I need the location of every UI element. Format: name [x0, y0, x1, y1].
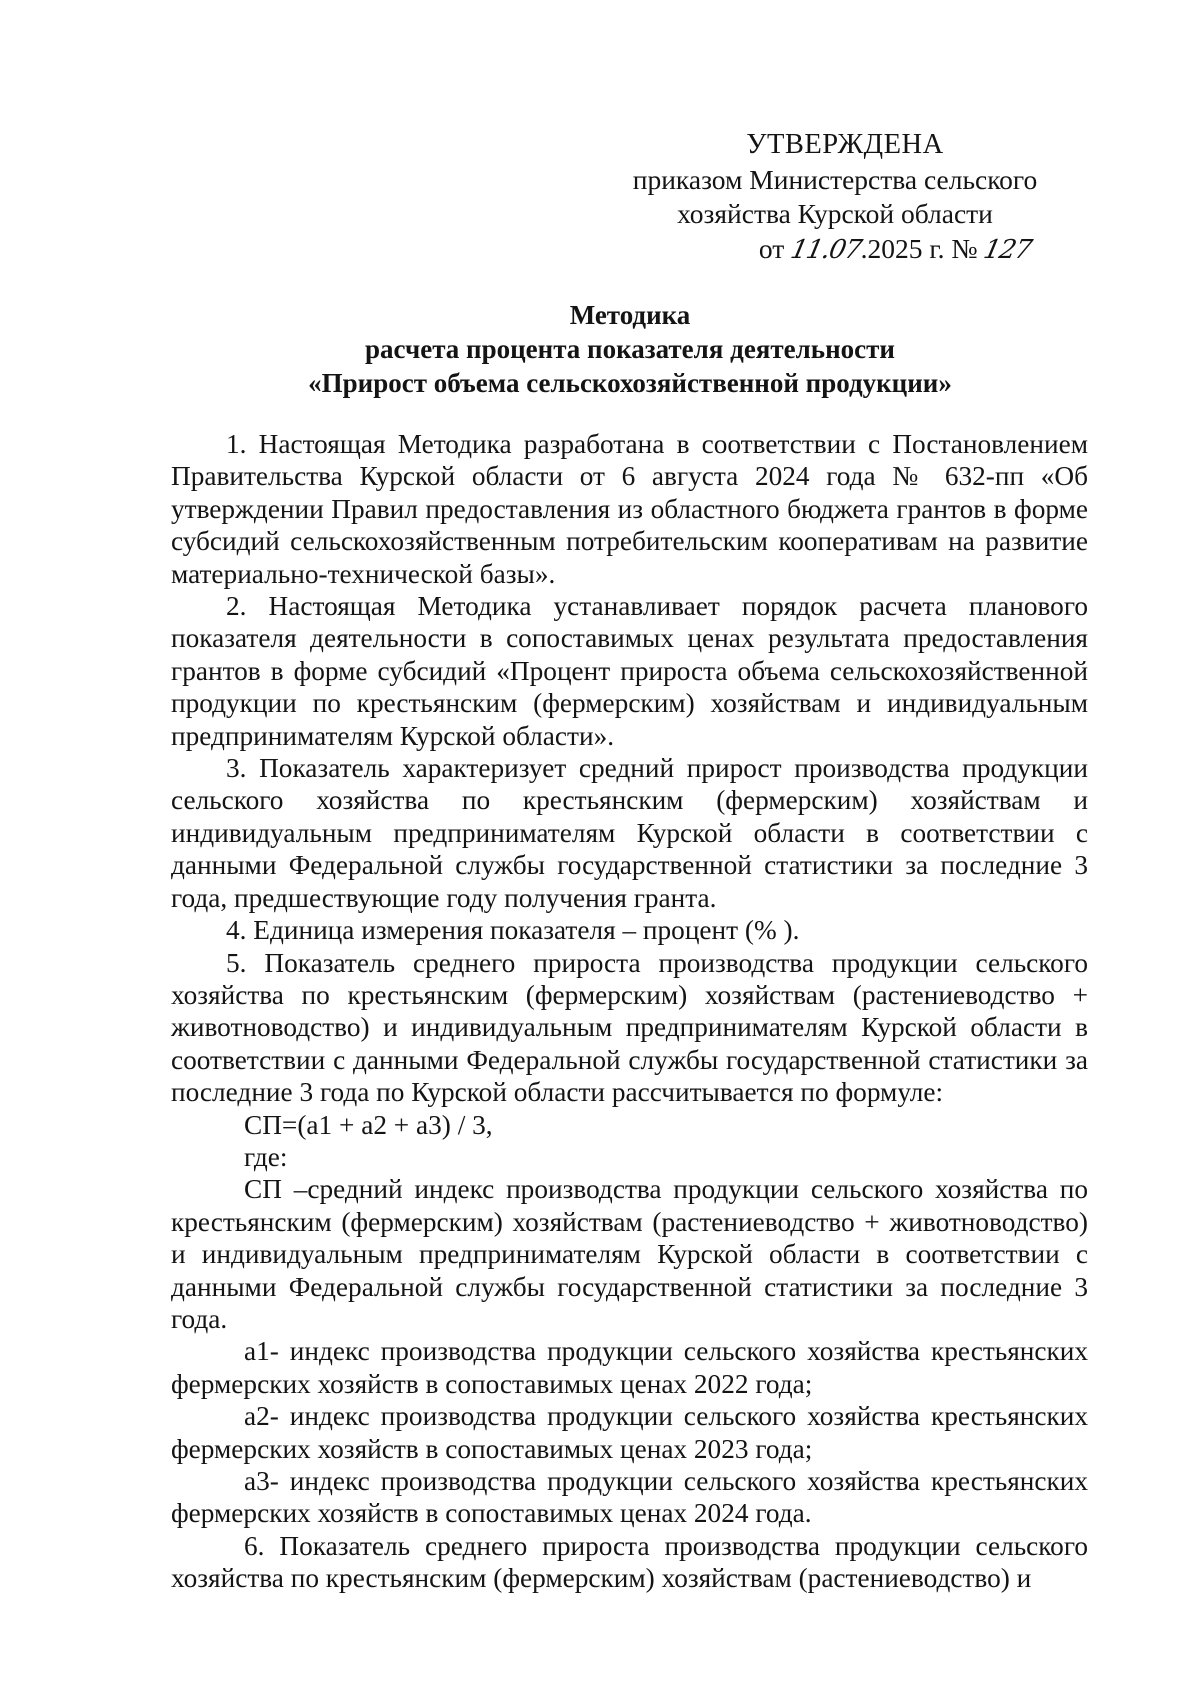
handwritten-number: 127 — [981, 234, 1035, 265]
approval-date-line — [600, 232, 1070, 268]
approval-stamp: УТВЕРЖДЕНА — [746, 129, 944, 160]
where-label: где: — [244, 1141, 288, 1172]
sp-definition: СП –средний индекс производства продукции сельского хозяйства по крестьянским (фермерским) хозяйствам (растениеводство + животноводство) и индивидуальным предпринимателям Курской области в соответствии с данными Федеральной службы государственной статистики за последние 3 года. — [171, 1174, 1088, 1334]
formula: СП=(а1 + а2 + а3) / 3, — [244, 1109, 493, 1140]
title-line-2: расчета процента показателя деятельности — [365, 334, 895, 364]
paragraph-5: 5. Показатель среднего прироста производства продукции сельского хозяйства по крестьянским (фермерским) хозяйствам (растениеводство + животноводство) и индивидуальным предпринимателям Курской области в соответствии с данными Федеральной службы государственной статистики за последние 3 года по Курской области рассчитывается по формуле: — [171, 947, 1088, 1108]
a1-definition: а1- индекс производства продукции сельского хозяйства крестьянских фермерских хозяйств в сопоставимых ценах 2022 года; — [171, 1336, 1088, 1399]
date-prefix: от — [758, 232, 785, 264]
date-year: .2025 г. № — [860, 232, 978, 264]
approval-block — [600, 128, 1070, 267]
title-line-1: Методика — [569, 300, 691, 330]
paragraph-4: 4. Единица измерения показателя – процент (% ). — [226, 915, 800, 946]
document-title — [180, 298, 1080, 400]
paragraph-2: 2. Настоящая Методика устанавливает порядок расчета планового показателя деятельности в сопоставимых ценах результата предоставления грантов в форме субсидий «Процент прироста объема сельскохозяйственной продукции по крестьянским (фермерским) хозяйствам и индивидуальным предпринимателям Курской области». — [171, 591, 1088, 751]
title-line-3: «Прирост объема сельскохозяйственной продукции» — [308, 368, 952, 398]
paragraph-1: 1. Настоящая Методика разработана в соответствии с Постановлением Правительства Курской области от 6 августа 2024 года № 632-пп «Об утверждении Правил предоставления из областного бюджета грантов в форме субсидий сельскохозяйственным потребительским кооперативам на развитие материально-технической базы». — [171, 429, 1088, 589]
approval-line-1: приказом Министерства сельского — [632, 163, 1038, 195]
paragraph-6: 6. Показатель среднего прироста производства продукции сельского хозяйства по крестьянским (фермерским) хозяйствам (растениеводство) и — [171, 1530, 1088, 1594]
approval-line-2: хозяйства Курской области — [677, 198, 993, 229]
handwritten-date: 11.07 — [788, 234, 864, 265]
a3-definition: а3- индекс производства продукции сельского хозяйства крестьянских фермерских хозяйств в сопоставимых ценах 2024 года. — [171, 1466, 1088, 1529]
paragraph-3: 3. Показатель характеризует средний прирост производства продукции сельского хозяйства по крестьянским (фермерским) хозяйствам и индивидуальным предпринимателям Курской области в соответствии с данными Федеральной службы государственной статистики за последние 3 года, предшествующие году получения гранта. — [171, 753, 1088, 913]
a2-definition: а2- индекс производства продукции сельского хозяйства крестьянских фермерских хозяйств в сопоставимых ценах 2023 года; — [171, 1401, 1088, 1464]
document-body — [171, 428, 1088, 1595]
